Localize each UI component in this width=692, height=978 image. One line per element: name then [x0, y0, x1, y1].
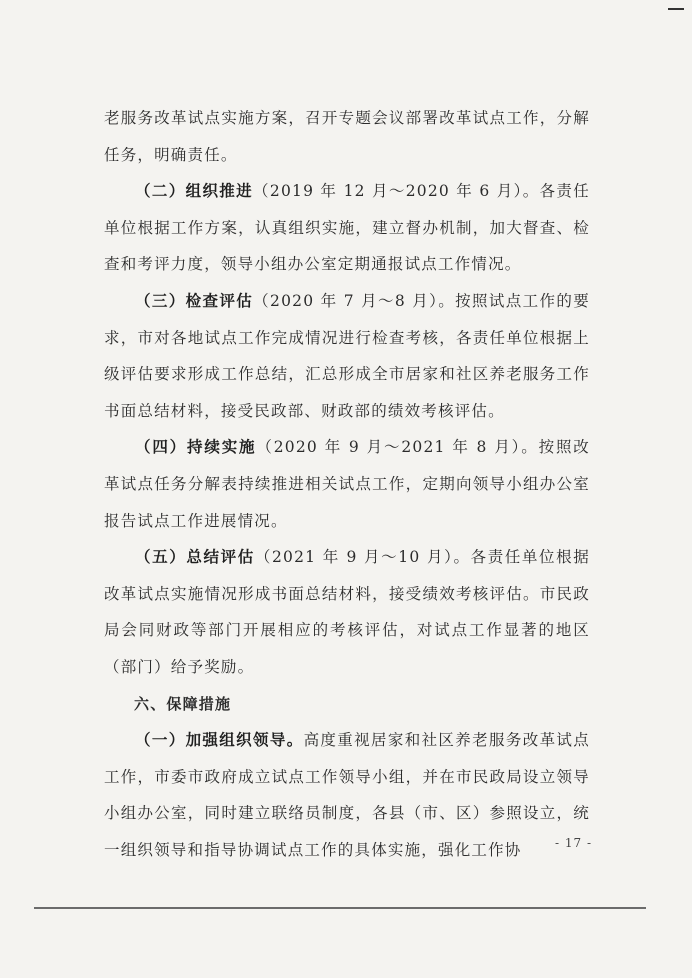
paragraph-text: 老服务改革试点实施方案，召开专题会议部署改革试点工作，分解任务，明确责任。	[104, 109, 590, 164]
paragraph-inspection	[104, 283, 590, 429]
corner-mark	[668, 8, 684, 10]
body-text	[104, 100, 593, 868]
paragraph-lead: （二）组织推进	[135, 181, 254, 201]
paragraph-text: （2021 年 9 月～10 月）。各责任单位根据改革试点实施情况形成书面总结材料，接受绩效考核评估。市民政局会同财政等部门开展相应的考核评估，对试点工作显著的地区（部门）给予奖励。	[104, 548, 590, 676]
footer-rule	[34, 907, 646, 909]
page-number: - 17 -	[555, 836, 593, 850]
section-heading: 六、保障措施	[134, 694, 232, 713]
paragraph-lead: （一）加强组织领导。	[135, 730, 304, 750]
paragraph-text: 高度重视居家和社区养老服务改革试点工作，市委市政府成立试点工作领导小组，并在市民政局设立领导小组办公室，同时建立联络员制度，各县（市、区）参照设立，统一组织领导和指导协调试点工作的具体实施，强化工作协	[104, 731, 590, 859]
paragraph-organize	[104, 173, 590, 283]
paragraph-continuation	[104, 100, 590, 173]
paragraph-text: （2019 年 12 月～2020 年 6 月）。各责任单位根据工作方案，认真组织实施，建立督办机制，加大督查、检查和考评力度，领导小组办公室定期通报试点工作情况。	[104, 182, 590, 274]
paragraph-lead: （五）总结评估	[135, 547, 255, 567]
paragraph-text: （2020 年 9 月～2021 年 8 月）。按照改革试点任务分解表持续推进相关试点工作，定期向领导小组办公室报告试点工作进展情况。	[104, 438, 590, 530]
paragraph-continue	[104, 429, 590, 539]
paragraph-text: （2020 年 7 月～8 月）。按照试点工作的要求，市对各地试点工作完成情况进行检查考核，各责任单位根据上级评估要求形成工作总结，汇总形成全市居家和社区养老服务工作书面总结材料，接受民政部、财政部的绩效考核评估。	[104, 291, 590, 420]
paragraph-leadership	[104, 722, 593, 868]
paragraph-lead: （三）检查评估	[135, 290, 254, 310]
paragraph-summary	[104, 539, 590, 685]
paragraph-lead: （四）持续实施	[135, 437, 257, 457]
